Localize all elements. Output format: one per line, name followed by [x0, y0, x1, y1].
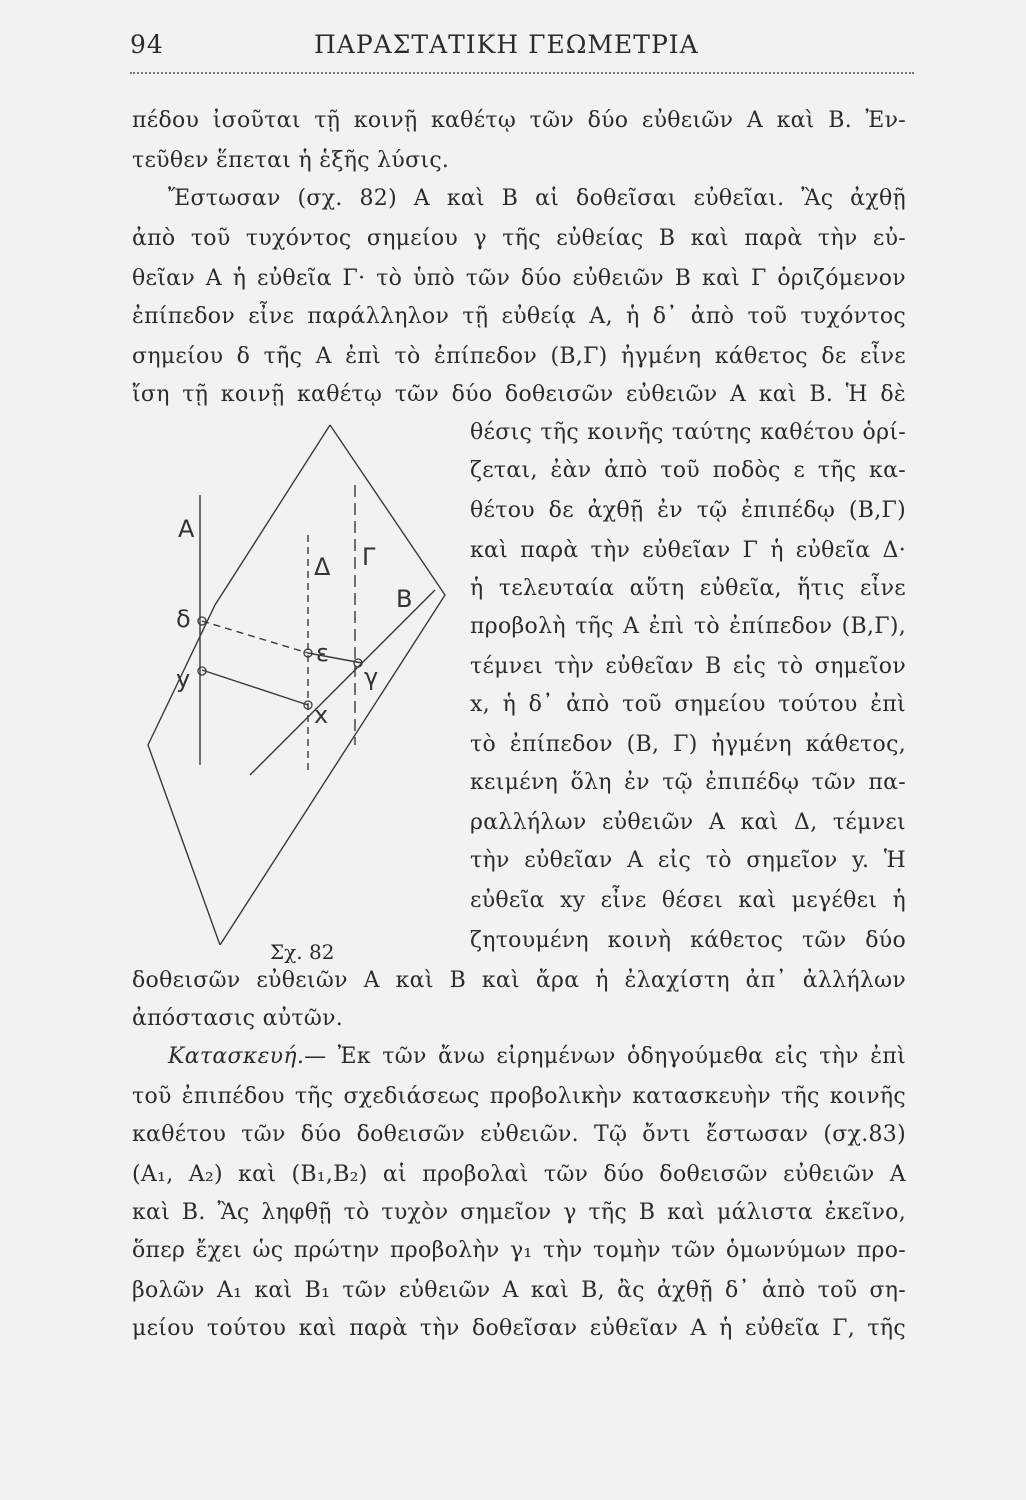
running-title: ΠΑΡΑΣΤΑΤΙΚΗ ΓΕΩΜΕΤΡΙΑ	[314, 30, 699, 59]
line-delta-epsilon	[202, 621, 308, 653]
text-line: καὶ Β. Ἂς ληφθῇ τὸ τυχὸν σημεῖον γ τῆς Β καὶ μάλιστα ἐκεῖνο,	[132, 1200, 906, 1225]
text-line: Ἔστωσαν (σχ. 82) Α καὶ Β αἱ δοθεῖσαι εὐθεῖαι. Ἂς ἀχθῇ	[168, 186, 906, 211]
text-line: δοθεισῶν εὐθειῶν Α καὶ Β καὶ ἄρα ἡ ἐλαχίστη ἀπ᾽ ἀλλήλων	[132, 968, 906, 993]
label-gamma-point: γ	[364, 663, 379, 691]
text-line: ἡ τελευταία αὕτη εὐθεῖα, ἥτις εἶνε	[470, 576, 906, 601]
text-line: πέδου ἰσοῦται τῇ κοινῇ καθέτῳ τῶν δύο εὐθειῶν Α καὶ Β. Ἐν-	[132, 108, 906, 133]
section-text: — Ἐκ τῶν ἄνω εἰρημένων ὁδηγούμεθα εἰς τὴν ἐπὶ	[304, 1044, 906, 1069]
label-epsilon: ε	[316, 639, 329, 667]
figure-82-diagram	[130, 415, 460, 945]
label-y: y	[176, 665, 191, 693]
text-line: θεῖαν Α ἡ εὐθεῖα Γ· τὸ ὑπὸ τῶν δύο εὐθειῶν Β καὶ Γ ὁριζόμενον	[132, 266, 906, 291]
text-line: κειμένη ὅλη ἐν τῷ ἐπιπέδῳ τῶν πα-	[470, 770, 906, 795]
figure-caption: Σχ. 82	[270, 940, 335, 964]
text-line: ραλλήλων εὐθειῶν Α καὶ Δ, τέμνει	[470, 810, 906, 835]
section-heading: Κατασκευή.	[168, 1044, 305, 1069]
text-line: ἐπίπεδον εἶνε παράλληλον τῇ εὐθείᾳ Α, ἡ δ᾽ ἀπὸ τοῦ τυχόντος	[132, 304, 906, 329]
text-line: ζεται, ἐὰν ἀπὸ τοῦ ποδὸς ε τῆς κα-	[470, 458, 906, 483]
text-line: σημείου δ τῆς Α ἐπὶ τὸ ἐπίπεδον (Β,Γ) ἠγμένη κάθετος δε εἶνε	[132, 344, 906, 369]
text-line: ἀπὸ τοῦ τυχόντος σημείου γ τῆς εὐθείας Β καὶ παρὰ τὴν εὐ-	[132, 226, 906, 251]
label-b: B	[396, 585, 413, 613]
text-line: μείου τούτου καὶ παρὰ τὴν δοθεῖσαν εὐθεῖαν Α ἡ εὐθεῖα Γ, τῆς	[132, 1316, 906, 1341]
text-line: (Α₁, Α₂) καὶ (Β₁,Β₂) αἱ προβολαὶ τῶν δύο δοθεισῶν εὐθειῶν Α	[132, 1162, 906, 1187]
text-line: τὴν εὐθεῖαν Α εἰς τὸ σημεῖον y. Ἡ	[470, 848, 906, 873]
text-line: καὶ παρὰ τὴν εὐθεῖαν Γ ἡ εὐθεῖα Δ·	[470, 538, 906, 563]
text-line: εὐθεῖα xy εἶνε θέσει καὶ μεγέθει ἡ	[470, 888, 906, 913]
page-header	[130, 28, 914, 68]
text-line: ζητουμένη κοινὴ κάθετος τῶν δύο	[470, 928, 906, 953]
label-delta-line: Δ	[314, 553, 331, 581]
label-a: A	[178, 515, 195, 543]
text-line: τέμνει τὴν εὐθεῖαν Β εἰς τὸ σημεῖον	[470, 654, 906, 679]
text-line	[168, 1046, 906, 1068]
line-b	[250, 590, 435, 775]
text-line: ὅπερ ἔχει ὡς πρώτην προβολὴν γ₁ τὴν τομὴν τῶν ὁμωνύμων προ-	[132, 1238, 906, 1263]
text-line: θέτου δε ἀχθῇ ἐν τῷ ἐπιπέδῳ (Β,Γ)	[470, 498, 906, 523]
page-number: 94	[130, 30, 164, 59]
line-y-gamma	[202, 670, 308, 705]
text-line: προβολὴ τῆς Α ἐπὶ τὸ ἐπίπεδον (Β,Γ),	[470, 614, 906, 639]
text-line: τεῦθεν ἕπεται ἡ ἑξῆς λύσις.	[132, 148, 450, 173]
text-line: βολῶν Α₁ καὶ Β₁ τῶν εὐθειῶν Α καὶ Β, ἂς ἀχθῇ δ᾽ ἀπὸ τοῦ ση-	[132, 1278, 906, 1303]
text-line: καθέτου τῶν δύο δοθεισῶν εὐθειῶν. Τῷ ὄντι ἔστωσαν (σχ.83)	[132, 1122, 906, 1147]
label-gamma-line: Γ	[362, 543, 376, 571]
text-line: θέσις τῆς κοινῆς ταύτης καθέτου ὁρί-	[470, 420, 906, 445]
text-line: τοῦ ἐπιπέδου τῆς σχεδιάσεως προβολικὴν κατασκευὴν τῆς κοινῆς	[132, 1084, 906, 1109]
label-delta-point: δ	[176, 605, 191, 633]
text-line: τὸ ἐπίπεδον (Β, Γ) ἠγμένη κάθετος,	[470, 732, 906, 757]
text-line: ἴση τῇ κοινῇ καθέτῳ τῶν δύο δοθεισῶν εὐθειῶν Α καὶ Β. Ἡ δὲ	[132, 382, 906, 407]
text-line: x, ἡ δ᾽ ἀπὸ τοῦ σημείου τούτου ἐπὶ	[470, 692, 906, 717]
plane-outline	[148, 425, 445, 945]
label-x: x	[314, 701, 329, 729]
text-line: ἀπόστασις αὐτῶν.	[132, 1006, 344, 1031]
header-rule	[130, 72, 914, 74]
